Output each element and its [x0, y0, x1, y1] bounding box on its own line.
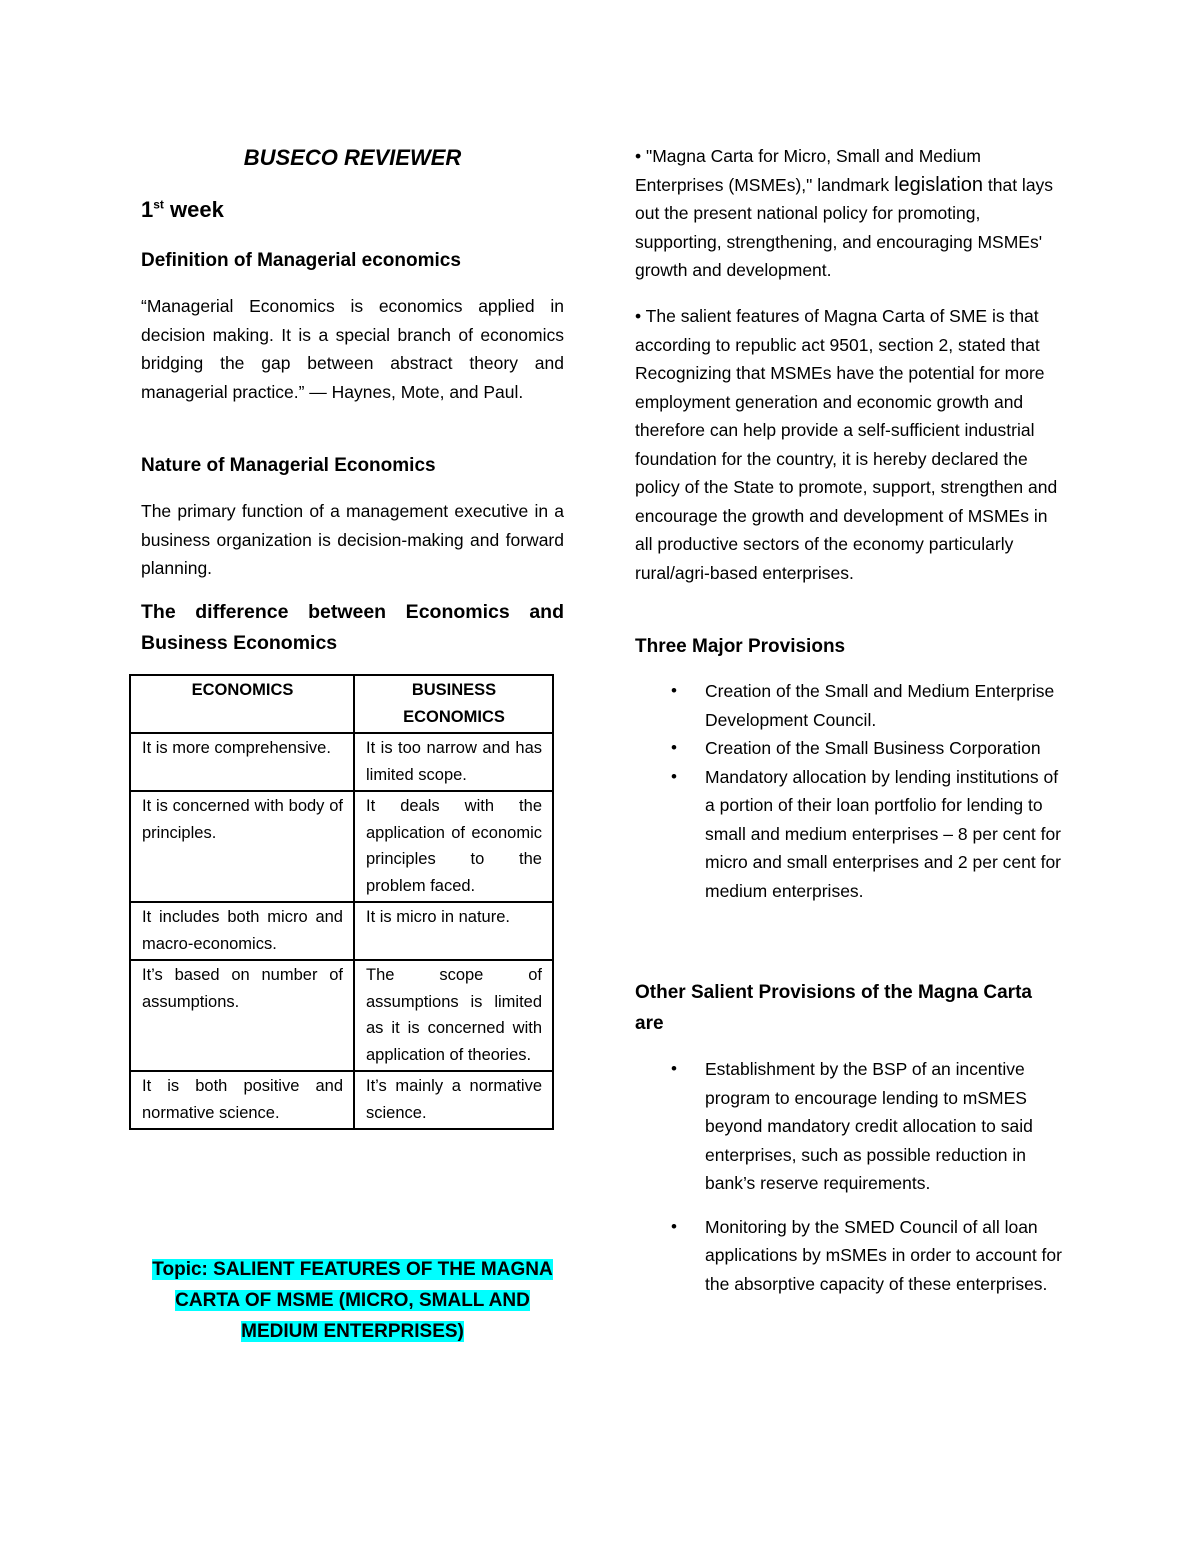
table-cell: It is concerned with body of principles. — [130, 791, 354, 902]
table-cell: It is both positive and normative science. — [130, 1071, 354, 1129]
bullet-icon: • — [671, 1216, 677, 1236]
topic-highlight: Topic: SALIENT FEATURES OF THE MAGNA CARTA OF MSME (MICRO, SMALL AND MEDIUM ENTERPRISES) — [152, 1259, 553, 1342]
list-item — [635, 763, 1063, 906]
bullet-icon: • — [671, 766, 677, 786]
list-item-text: Creation of the Small and Medium Enterprise Development Council. — [705, 681, 1055, 730]
list-item-text: Mandatory allocation by lending institutions of a portion of their loan portfolio for lending to small and medium enterprises – 8 per cent for micro and small enterprises and 2 per cent for medium enterprises. — [705, 766, 1061, 901]
table-header-row — [130, 675, 553, 733]
list-item-text: Creation of the Small Business Corporation — [705, 738, 1041, 758]
document-title: BUSECO REVIEWER — [243, 145, 462, 170]
week-label: week — [163, 197, 224, 222]
list-item-text: Monitoring by the SMED Council of all loan applications by mSMEs in order to account for the absorptive capacity of these enterprises. — [705, 1216, 1062, 1294]
difference-heading: The difference between Economics and Business Economics — [141, 601, 564, 654]
week-number: 1 — [141, 197, 154, 222]
table-row — [130, 733, 553, 791]
topic-heading — [141, 1254, 564, 1347]
salient-features-paragraph: • The salient features of Magna Carta of SME is that according to republic act 9501, section 2, stated that Recognizing that MSMEs have the potential for more employment generation and economic growth and therefore can help provide a self-sufficient industrial foundation for the country, it is hereby declared the policy of the State to promote, support, strengthen and encourage the growth and development of MSMEs in all productive sectors of the economy particularly rural/agri-based enterprises. — [635, 306, 1058, 583]
table-cell: It’s mainly a normative science. — [354, 1071, 553, 1129]
nature-text: The primary function of a management executive in a business organization is decision-making and forward planning. — [141, 501, 564, 578]
bullet-icon: • — [671, 681, 677, 700]
table-row — [130, 902, 553, 960]
list-item — [635, 1213, 1063, 1299]
table-header-cell: ECONOMICS — [130, 675, 354, 733]
list-item — [635, 1055, 1063, 1198]
other-provisions-heading: Other Salient Provisions of the Magna Carta are — [635, 982, 1032, 1034]
table-cell: It deals with the application of economic principles to the problem faced. — [354, 791, 553, 902]
week-ordinal: st — [153, 197, 164, 212]
list-item-text: Establishment by the BSP of an incentive program to encourage lending to mSMES beyond mandatory credit allocation to said enterprises, such as possible reduction in bank’s reserve requirements. — [705, 1059, 1033, 1193]
comparison-table — [129, 674, 554, 1130]
intro-text-b: that lays out the present national policy for promoting, supporting, strengthening, and encouraging MSMEs' growth and development. — [635, 174, 1054, 280]
intro-emphasis: legislation — [894, 173, 984, 196]
table-row — [130, 791, 553, 902]
table-cell: It is more comprehensive. — [130, 733, 354, 791]
list-item — [635, 734, 1063, 763]
definition-heading: Definition of Managerial economics — [141, 250, 461, 271]
definition-text: “Managerial Economics is economics applied in decision making. It is a special branch of economics bridging the gap between abstract theory and managerial practice.” — Haynes, Mote, and Paul. — [141, 296, 564, 402]
nature-heading: Nature of Managerial Economics — [141, 455, 436, 476]
table-cell: It includes both micro and macro-economics. — [130, 902, 354, 960]
magna-carta-intro — [635, 142, 1063, 285]
list-item — [635, 677, 1063, 734]
table-row — [130, 1071, 553, 1129]
table-row — [130, 960, 553, 1071]
table-cell: The scope of assumptions is limited as it is concerned with application of theories. — [354, 960, 553, 1071]
table-cell: It’s based on number of assumptions. — [130, 960, 354, 1071]
table-cell: It is too narrow and has limited scope. — [354, 733, 553, 791]
table-cell: It is micro in nature. — [354, 902, 553, 960]
bullet-icon: • — [671, 1059, 677, 1078]
three-provisions-heading: Three Major Provisions — [635, 636, 846, 657]
other-provisions-list — [635, 1055, 1063, 1298]
week-heading — [141, 197, 224, 223]
three-provisions-list — [635, 677, 1063, 905]
bullet-icon: • — [671, 738, 677, 757]
intro-text-a: • "Magna Carta for Micro, Small and Medium Enterprises (MSMEs)," landmark — [635, 146, 981, 195]
table-header-cell: BUSINESS ECONOMICS — [354, 675, 553, 733]
